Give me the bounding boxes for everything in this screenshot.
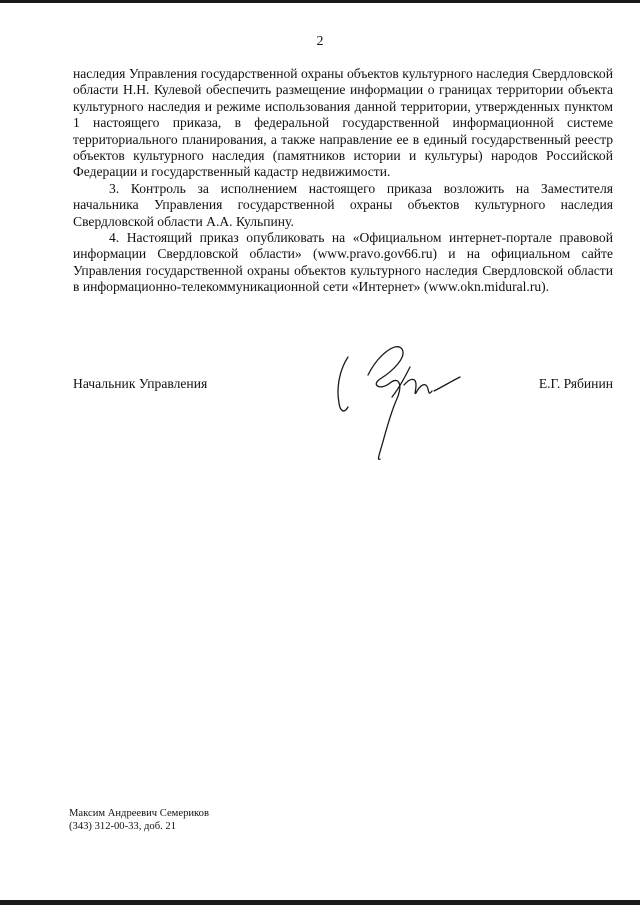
- signer-title: Начальник Управления: [73, 376, 208, 391]
- paragraph-publication: 4. Настоящий приказ опубликовать на «Официальном интернет-портале правовой информации Свердловской области» (www.pravo.gov66.ru) и на официальном сайте Управления государственной охраны объектов культурного наследия Свердловской области в информационно-телекоммуникационной сети «Интернет» (www.okn.midural.ru).: [73, 230, 613, 295]
- handwritten-signature: [330, 335, 480, 465]
- executor-info: [69, 807, 209, 833]
- executor-name: Максим Андреевич Семериков: [69, 808, 209, 819]
- executor-phone: (343) 312-00-33, доб. 21: [69, 821, 176, 832]
- scan-border-top: [0, 0, 640, 3]
- signer-name: Е.Г. Рябинин: [538, 376, 613, 391]
- paragraph-control: 3. Контроль за исполнением настоящего приказа возложить на Заместителя начальника Управления государственной охраны объектов культурного наследия Свердловской области А.А. Кульпину.: [73, 180, 613, 229]
- page-number: 2: [316, 34, 324, 49]
- scan-border-bottom: [0, 900, 640, 905]
- paragraph-continuation: наследия Управления государственной охраны объектов культурного наследия Свердловской области Н.Н. Кулевой обеспечить размещение информации о границах территории объекта культурного наследия и режиме использования данной территории, утвержденных пунктом 1 настоящего приказа, в федеральной государственной информационной системе территориального планирования, а также направление ее в единый государственный реестр объектов культурного наследия (памятников истории и культуры) народов Российской Федерации и государственный кадастр недвижимости.: [73, 66, 613, 180]
- document-body: [73, 66, 613, 296]
